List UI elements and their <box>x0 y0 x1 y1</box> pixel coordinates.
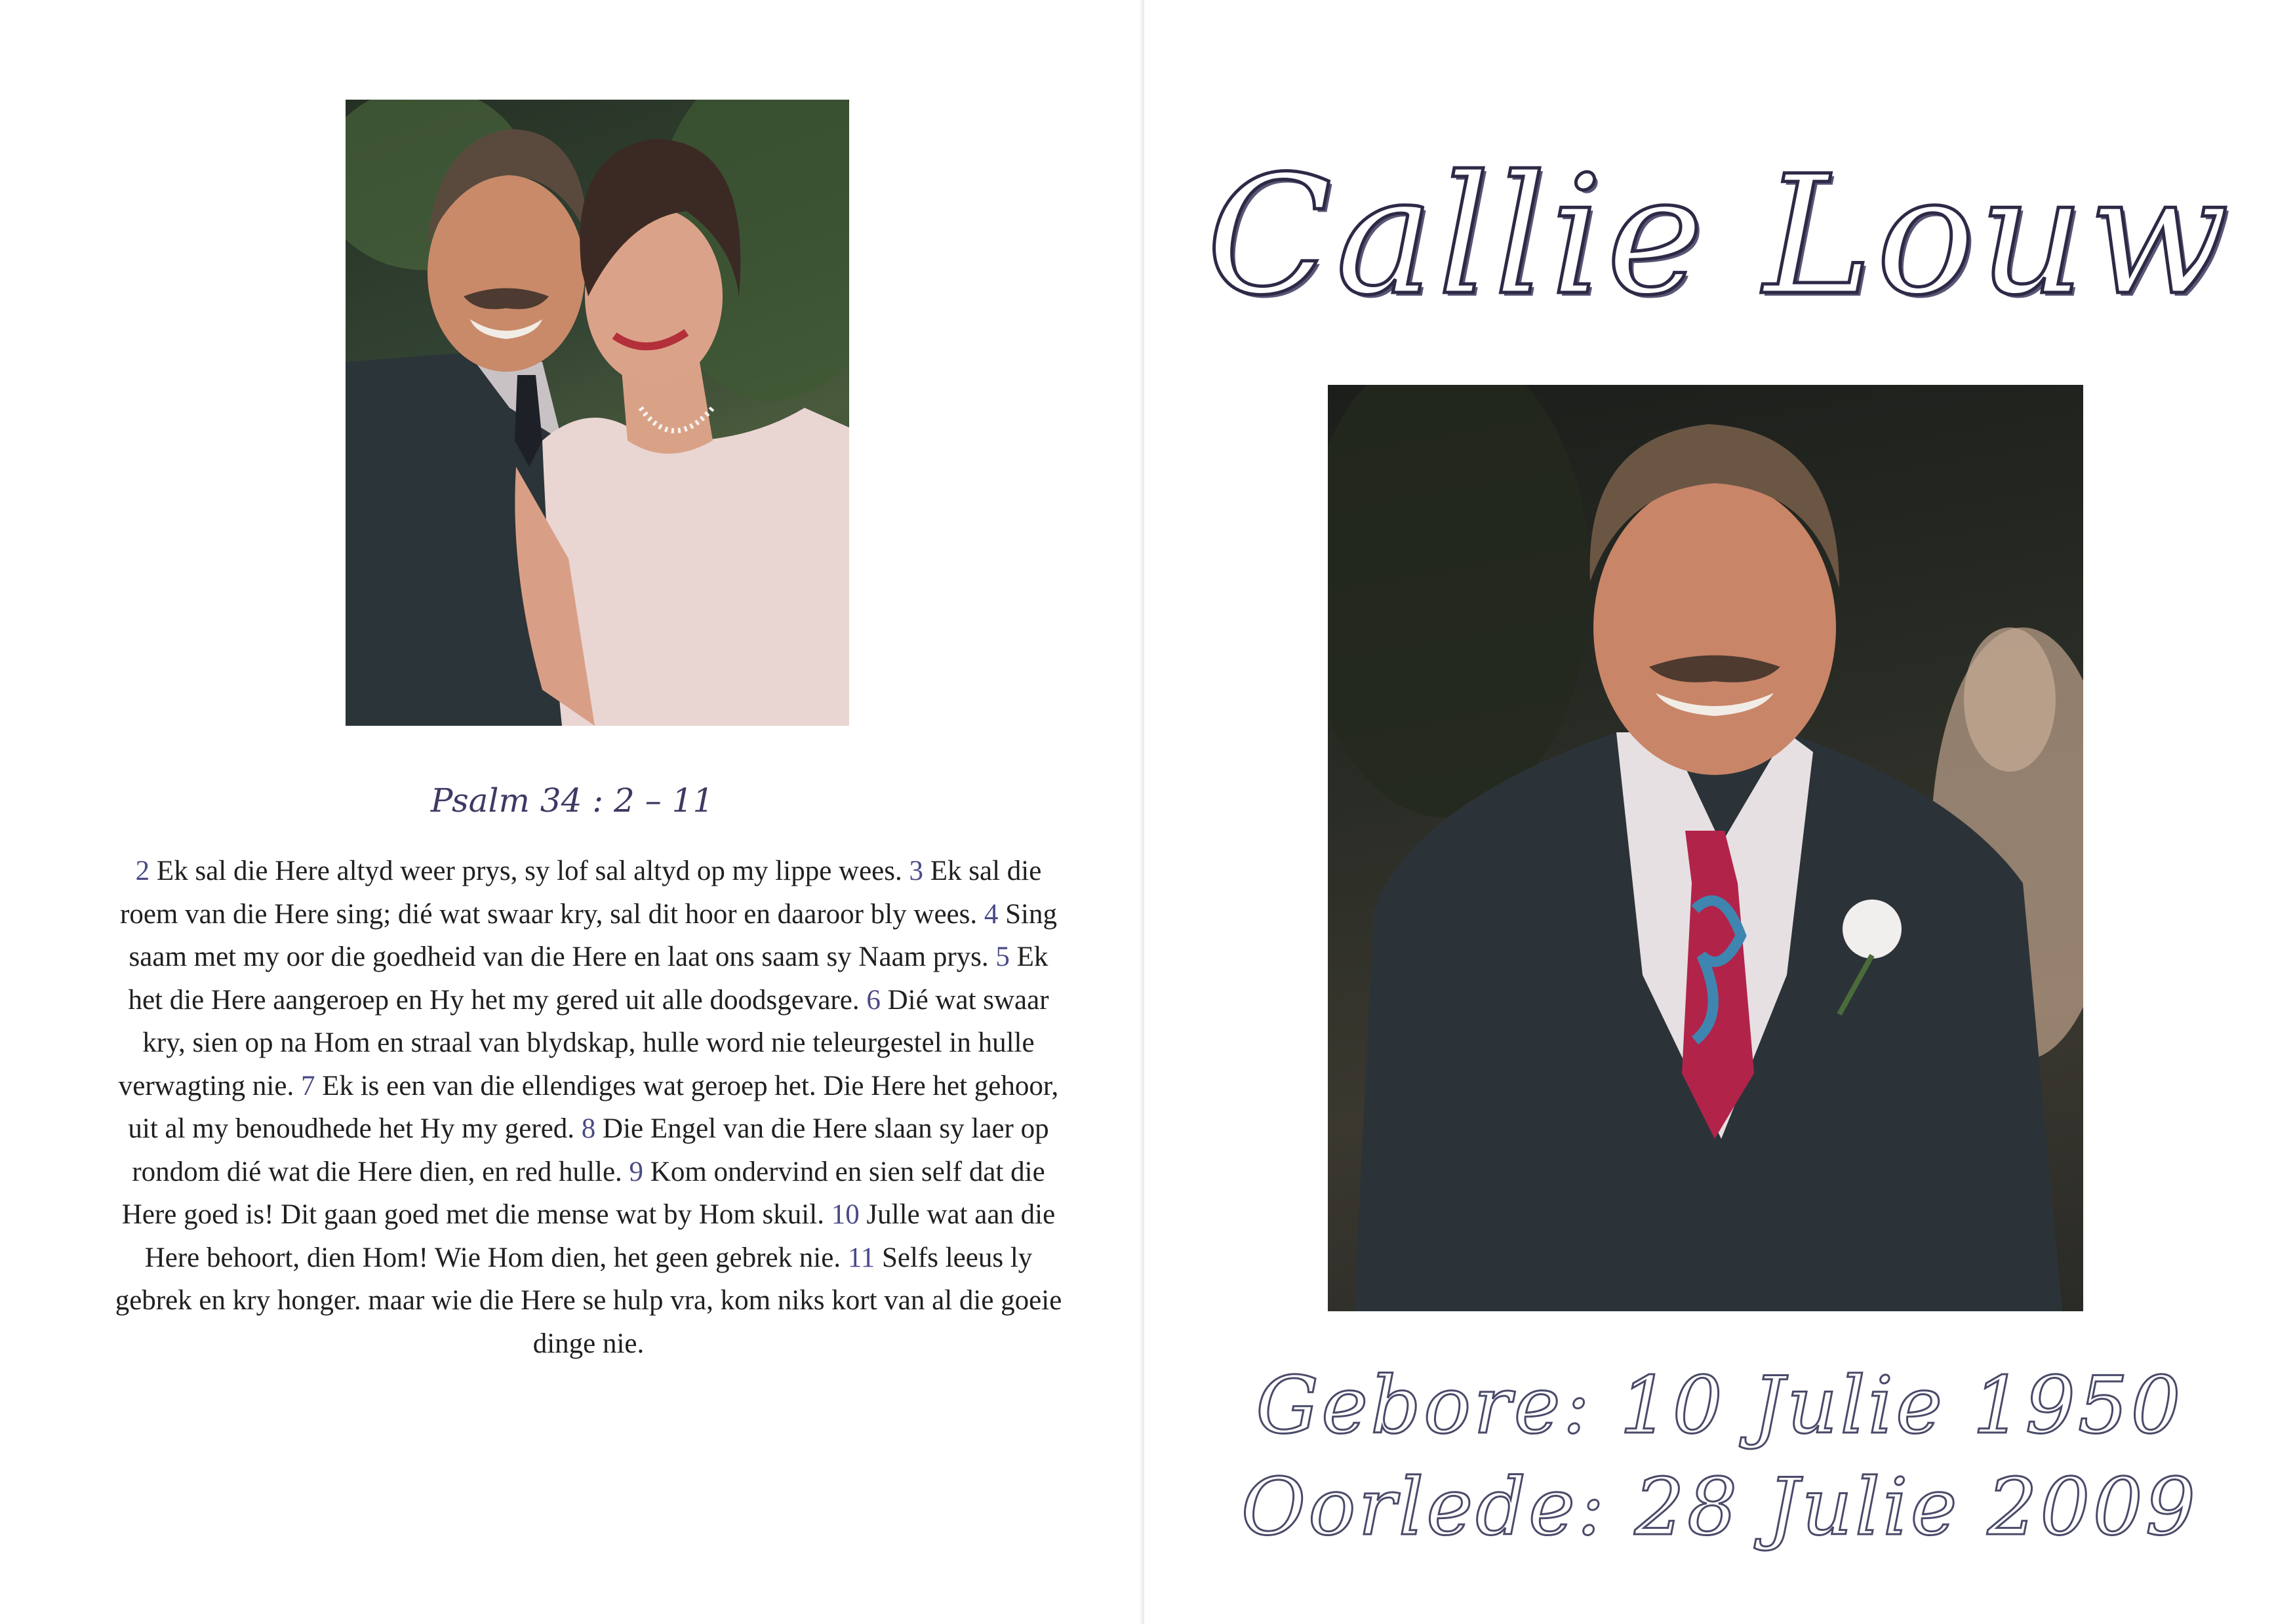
verse-text: Ek sal die roem van die Here sing; dié wat swaar kry, sal dit hoor en daaroor bly wees. <box>120 856 1042 930</box>
left-page <box>0 0 1144 1624</box>
name-title: Callie Louw <box>1206 140 2233 331</box>
verse-number: 3 <box>909 856 923 886</box>
psalm-title: Psalm 34 : 2 – 11 <box>430 782 714 820</box>
verse-text: Kom ondervind en sien self dat die Here goed is! Dit gaan goed met die mense wat by Hom skuil. <box>121 1156 1045 1230</box>
verse-number: 6 <box>866 984 881 1016</box>
verse-number: 11 <box>847 1242 875 1273</box>
death-date: Oorlede: 28 Julie 2009 <box>1241 1462 2199 1553</box>
portrait-photo <box>1328 385 2083 1311</box>
verse-number: 4 <box>984 898 999 930</box>
verse-number: 10 <box>831 1199 860 1230</box>
couple-photo <box>346 100 849 726</box>
verse-number: 5 <box>995 941 1010 972</box>
psalm-text <box>115 850 1062 1365</box>
verse-text: Ek het die Here aangeroep en Hy het my gered uit alle doodsgevare. <box>128 941 1048 1016</box>
verse-text: Dié wat swaar kry, sien op na Hom en straal van blydskap, hulle word nie teleurgestel in hulle verwagting nie. <box>118 984 1049 1101</box>
verse-text: Ek sal die Here altyd weer prys, sy lof sal altyd op my lippe wees. <box>150 856 909 886</box>
verse-text: Ek is een van die ellendiges wat geroep het. Die Here het gehoor, uit al my benoudhede het Hy my gered. <box>128 1070 1059 1144</box>
verse-number: 8 <box>581 1113 596 1144</box>
verse-text: Julle wat aan die Here behoort, dien Hom! Wie Hom dien, het geen gebrek nie. <box>144 1199 1056 1273</box>
verse-number: 2 <box>135 856 150 886</box>
verse-text: Sing saam met my oor die goedheid van die Here en laat ons saam sy Naam prys. <box>129 898 1057 972</box>
verse-number: 9 <box>629 1156 644 1187</box>
birth-date: Gebore: 10 Julie 1950 <box>1256 1360 2184 1452</box>
verse-text: Die Engel van die Here slaan sy laer op rondom dié wat die Here dien, en red hulle. <box>132 1113 1049 1187</box>
verse-number: 7 <box>300 1070 315 1101</box>
verse-text: Selfs leeus ly gebrek en kry honger. maar wie die Here se hulp vra, kom niks kort van al die goeie dinge nie. <box>115 1242 1062 1359</box>
